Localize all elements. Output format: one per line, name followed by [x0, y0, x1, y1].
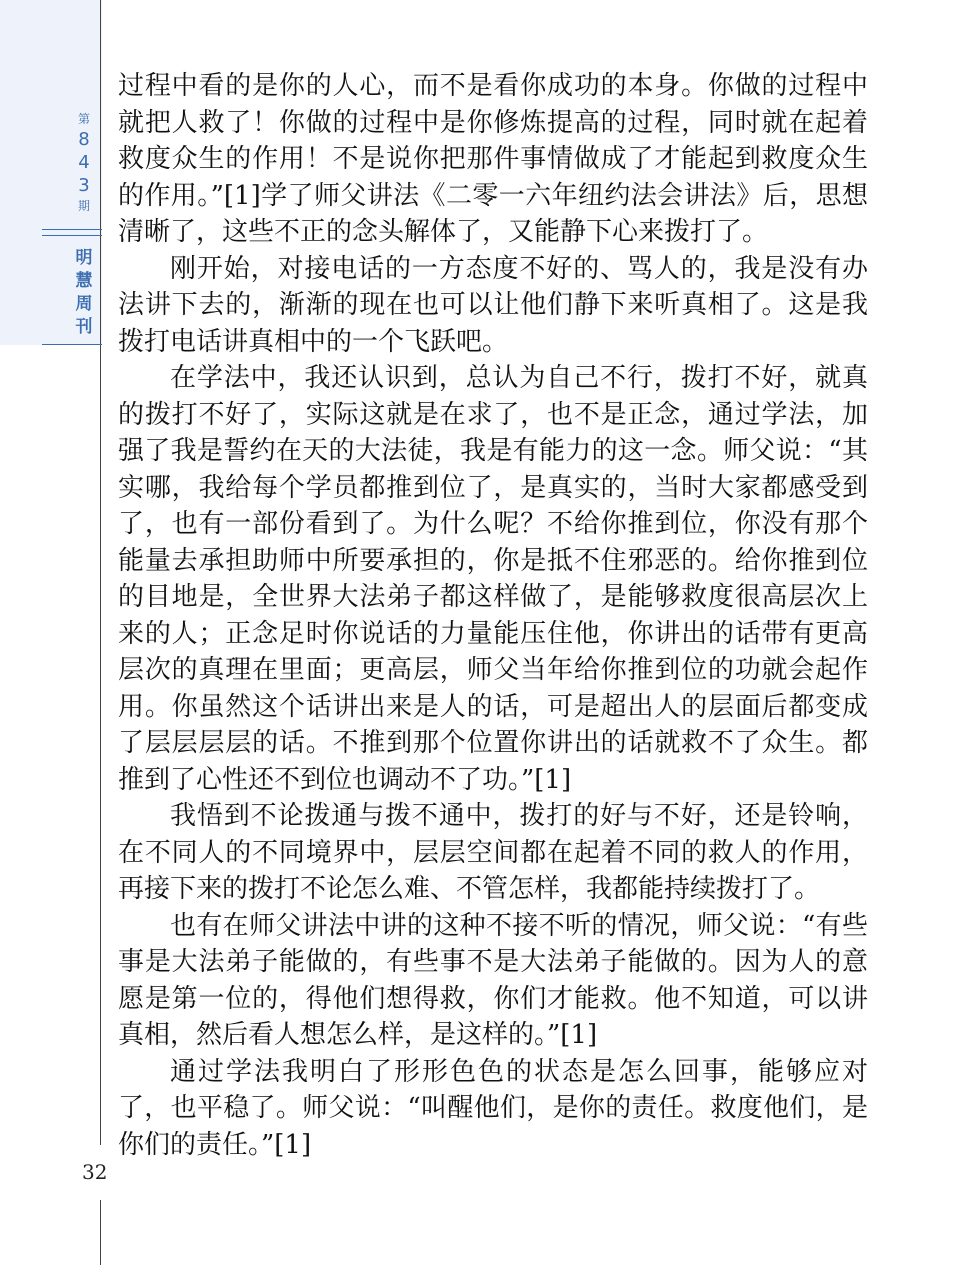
margin-rule-top: [100, 0, 101, 1145]
magazine-title: [70, 247, 98, 339]
issue-digit: 3: [78, 175, 90, 196]
paragraph: 也有在师父讲法中讲的这种不接不听的情况，师父说：“有些事是大法弟子能做的，有些事不是大法弟子能做的。因为人的意愿是第一位的，得他们想得救，你们才能救。他不知道，可以讲真相，然后看人想怎么样，是这样的。”[1]: [118, 910, 868, 1050]
issue-digit: 4: [78, 152, 90, 173]
page-number: 32: [82, 1160, 108, 1184]
issue-suffix: 期: [77, 199, 90, 213]
magazine-title-char: 慧: [75, 271, 93, 291]
magazine-title-char: 明: [75, 248, 93, 268]
paragraph: 过程中看的是你的人心，而不是看你成功的本身。你做的过程中就把人救了！你做的过程中是你修炼提高的过程，同时就在起着救度众生的作用！不是说你把那件事情做成了才能起到救度众生的作用。”[1]学了师父讲法《二零一六年纽约法会讲法》后，思想清晰了，这些不正的念头解体了，又能静下心来拨打了。: [118, 71, 868, 247]
sidebar-divider-upper: [42, 229, 102, 230]
magazine-title-char: 刊: [75, 317, 93, 337]
paragraph: 在学法中，我还认识到，总认为自己不行，拨打不好，就真的拨打不好了，实际这就是在求了，也不是正念，通过学法，加强了我是誓约在天的大法徒，我是有能力的这一念。师父说：“其实哪，我给每个学员都推到位了，是真实的，当时大家都感受到了，也有一部份看到了。为什么呢？不给你推到位，你没有那个能量去承担助师中所要承担的，你是抵不住邪恶的。给你推到位的目地是，全世界大法弟子都这样做了，是能够救度很高层次上来的人；正念足时你说话的力量能压住他，你讲出的话带有更高层次的真理在里面；更高层，师父当年给你推到位的功就会起作用。你虽然这个话讲出来是人的话，可是超出人的层面后都变成了层层层层的话。不推到那个位置你讲出的话就救不了众生。都推到了心性还不到位也调动不了功。”[1]: [118, 363, 868, 795]
issue-label: [70, 110, 98, 215]
paragraph: 通过学法我明白了形形色色的状态是怎么回事，能够应对了，也平稳了。师父说：“叫醒他们，是你的责任。救度他们，是你们的责任。”[1]: [118, 1056, 868, 1160]
issue-digit: 8: [78, 129, 90, 150]
magazine-title-char: 周: [75, 294, 93, 314]
sidebar-divider-bottom: [42, 344, 102, 345]
article-body: [118, 68, 868, 1163]
paragraph: 我悟到不论拨通与拨不通中，拨打的好与不好，还是铃响，在不同人的不同境界中，层层空间都在起着不同的救人的作用，再接下来的拨打不论怎么难、不管怎样，我都能持续拨打了。: [118, 801, 868, 904]
paragraph: 刚开始，对接电话的一方态度不好的、骂人的，我是没有办法讲下去的，渐渐的现在也可以让他们静下来听真相了。这是我拨打电话讲真相中的一个飞跃吧。: [118, 253, 868, 357]
issue-prefix: 第: [77, 112, 90, 126]
margin-rule-bottom: [100, 1200, 101, 1265]
sidebar-divider-lower: [42, 235, 102, 236]
